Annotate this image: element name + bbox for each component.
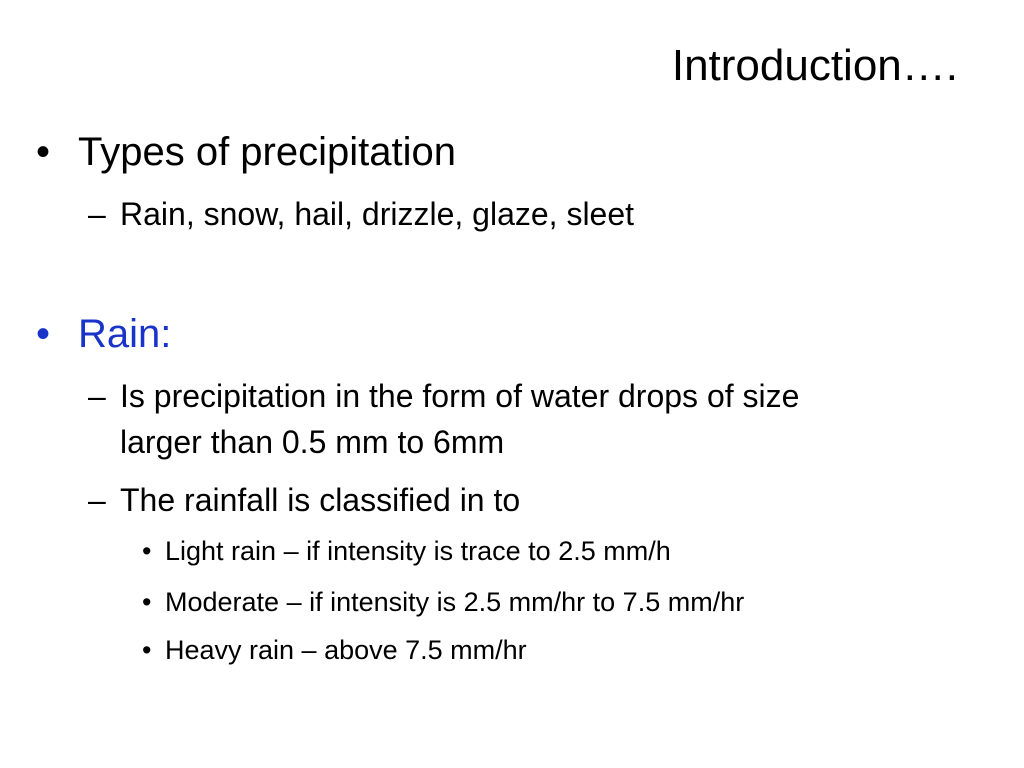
sub-item-precipitation-types: Rain, snow, hail, drizzle, glaze, sleet — [120, 196, 635, 232]
sub-sub-item-light-rain: Light rain – if intensity is trace to 2.5 mm/h — [165, 536, 671, 566]
dash-marker: – — [88, 378, 106, 414]
bullet-marker: • — [36, 130, 51, 174]
bullet-marker: • — [142, 635, 152, 665]
dash-marker: – — [88, 482, 106, 518]
bullet-marker: • — [142, 587, 152, 617]
sub-sub-item-heavy-rain: Heavy rain – above 7.5 mm/hr — [165, 635, 527, 665]
dash-marker: – — [88, 196, 106, 232]
bullet-types-of-precipitation: Types of precipitation — [78, 130, 456, 174]
sub-item-rainfall-classification: The rainfall is classified in to — [120, 482, 521, 518]
slide-title: Introduction…. — [671, 41, 958, 90]
bullet-marker: • — [142, 536, 152, 566]
bullet-rain: Rain: — [78, 312, 172, 356]
sub-item-rain-definition-line-2: larger than 0.5 mm to 6mm — [120, 424, 505, 460]
bullet-marker: • — [36, 312, 51, 356]
sub-sub-item-moderate-rain: Moderate – if intensity is 2.5 mm/hr to 7.5 mm/hr — [165, 587, 745, 617]
sub-item-rain-definition-line-1: Is precipitation in the form of water drops of size — [120, 378, 800, 414]
